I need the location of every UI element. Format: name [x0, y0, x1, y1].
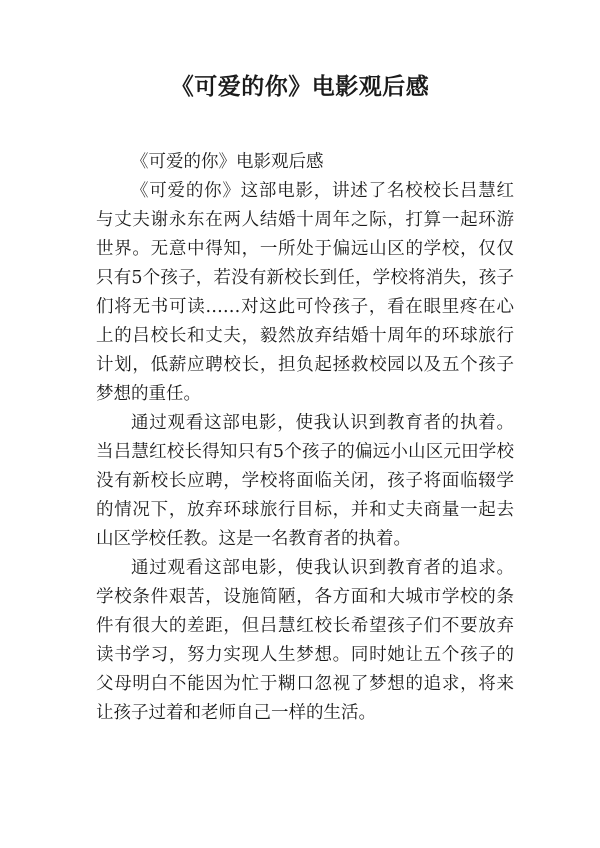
paragraph-pursuit: 通过观看这部电影，使我认识到教育者的追求。学校条件艰苦，设施简陋，各方面和大城市学校的条件有很大的差距，但吕慧红校长希望孩子们不要放弃读书学习，努力实现人生梦想。同时她让五个孩子的父母明白不能因为忙于糊口忽视了梦想的追求，将来让孩子过着和老师自己一样的生活。 [96, 558, 514, 723]
paragraph-persistence: 通过观看这部电影，使我认识到教育者的执着。当吕慧红校长得知只有5个孩子的偏远小山区元田学校没有新校长应聘，学校将面临关闭，孩子将面临辍学的情况下，放弃环球旅行目标，并和丈夫商量一起去山区学校任教。这是一名教育者的执着。 [96, 413, 514, 549]
paragraph-intro: 《可爱的你》这部电影，讲述了名校校长吕慧红与丈夫谢永东在两人结婚十周年之际，打算一起环游世界。无意中得知，一所处于偏远山区的学校，仅仅只有5个孩子，若没有新校长到任，学校将消失，孩子们将无书可读……对这此可怜孩子，看在眼里疼在心上的吕校长和丈夫，毅然放弃结婚十周年的环球旅行计划，低薪应聘校长，担负起拯救校园以及五个孩子梦想的重任。 [96, 181, 514, 404]
document-body [96, 148, 514, 728]
document-title: 《可爱的你》电影观后感 [170, 74, 430, 100]
paragraph-subtitle: 《可爱的你》电影观后感 [131, 152, 324, 172]
